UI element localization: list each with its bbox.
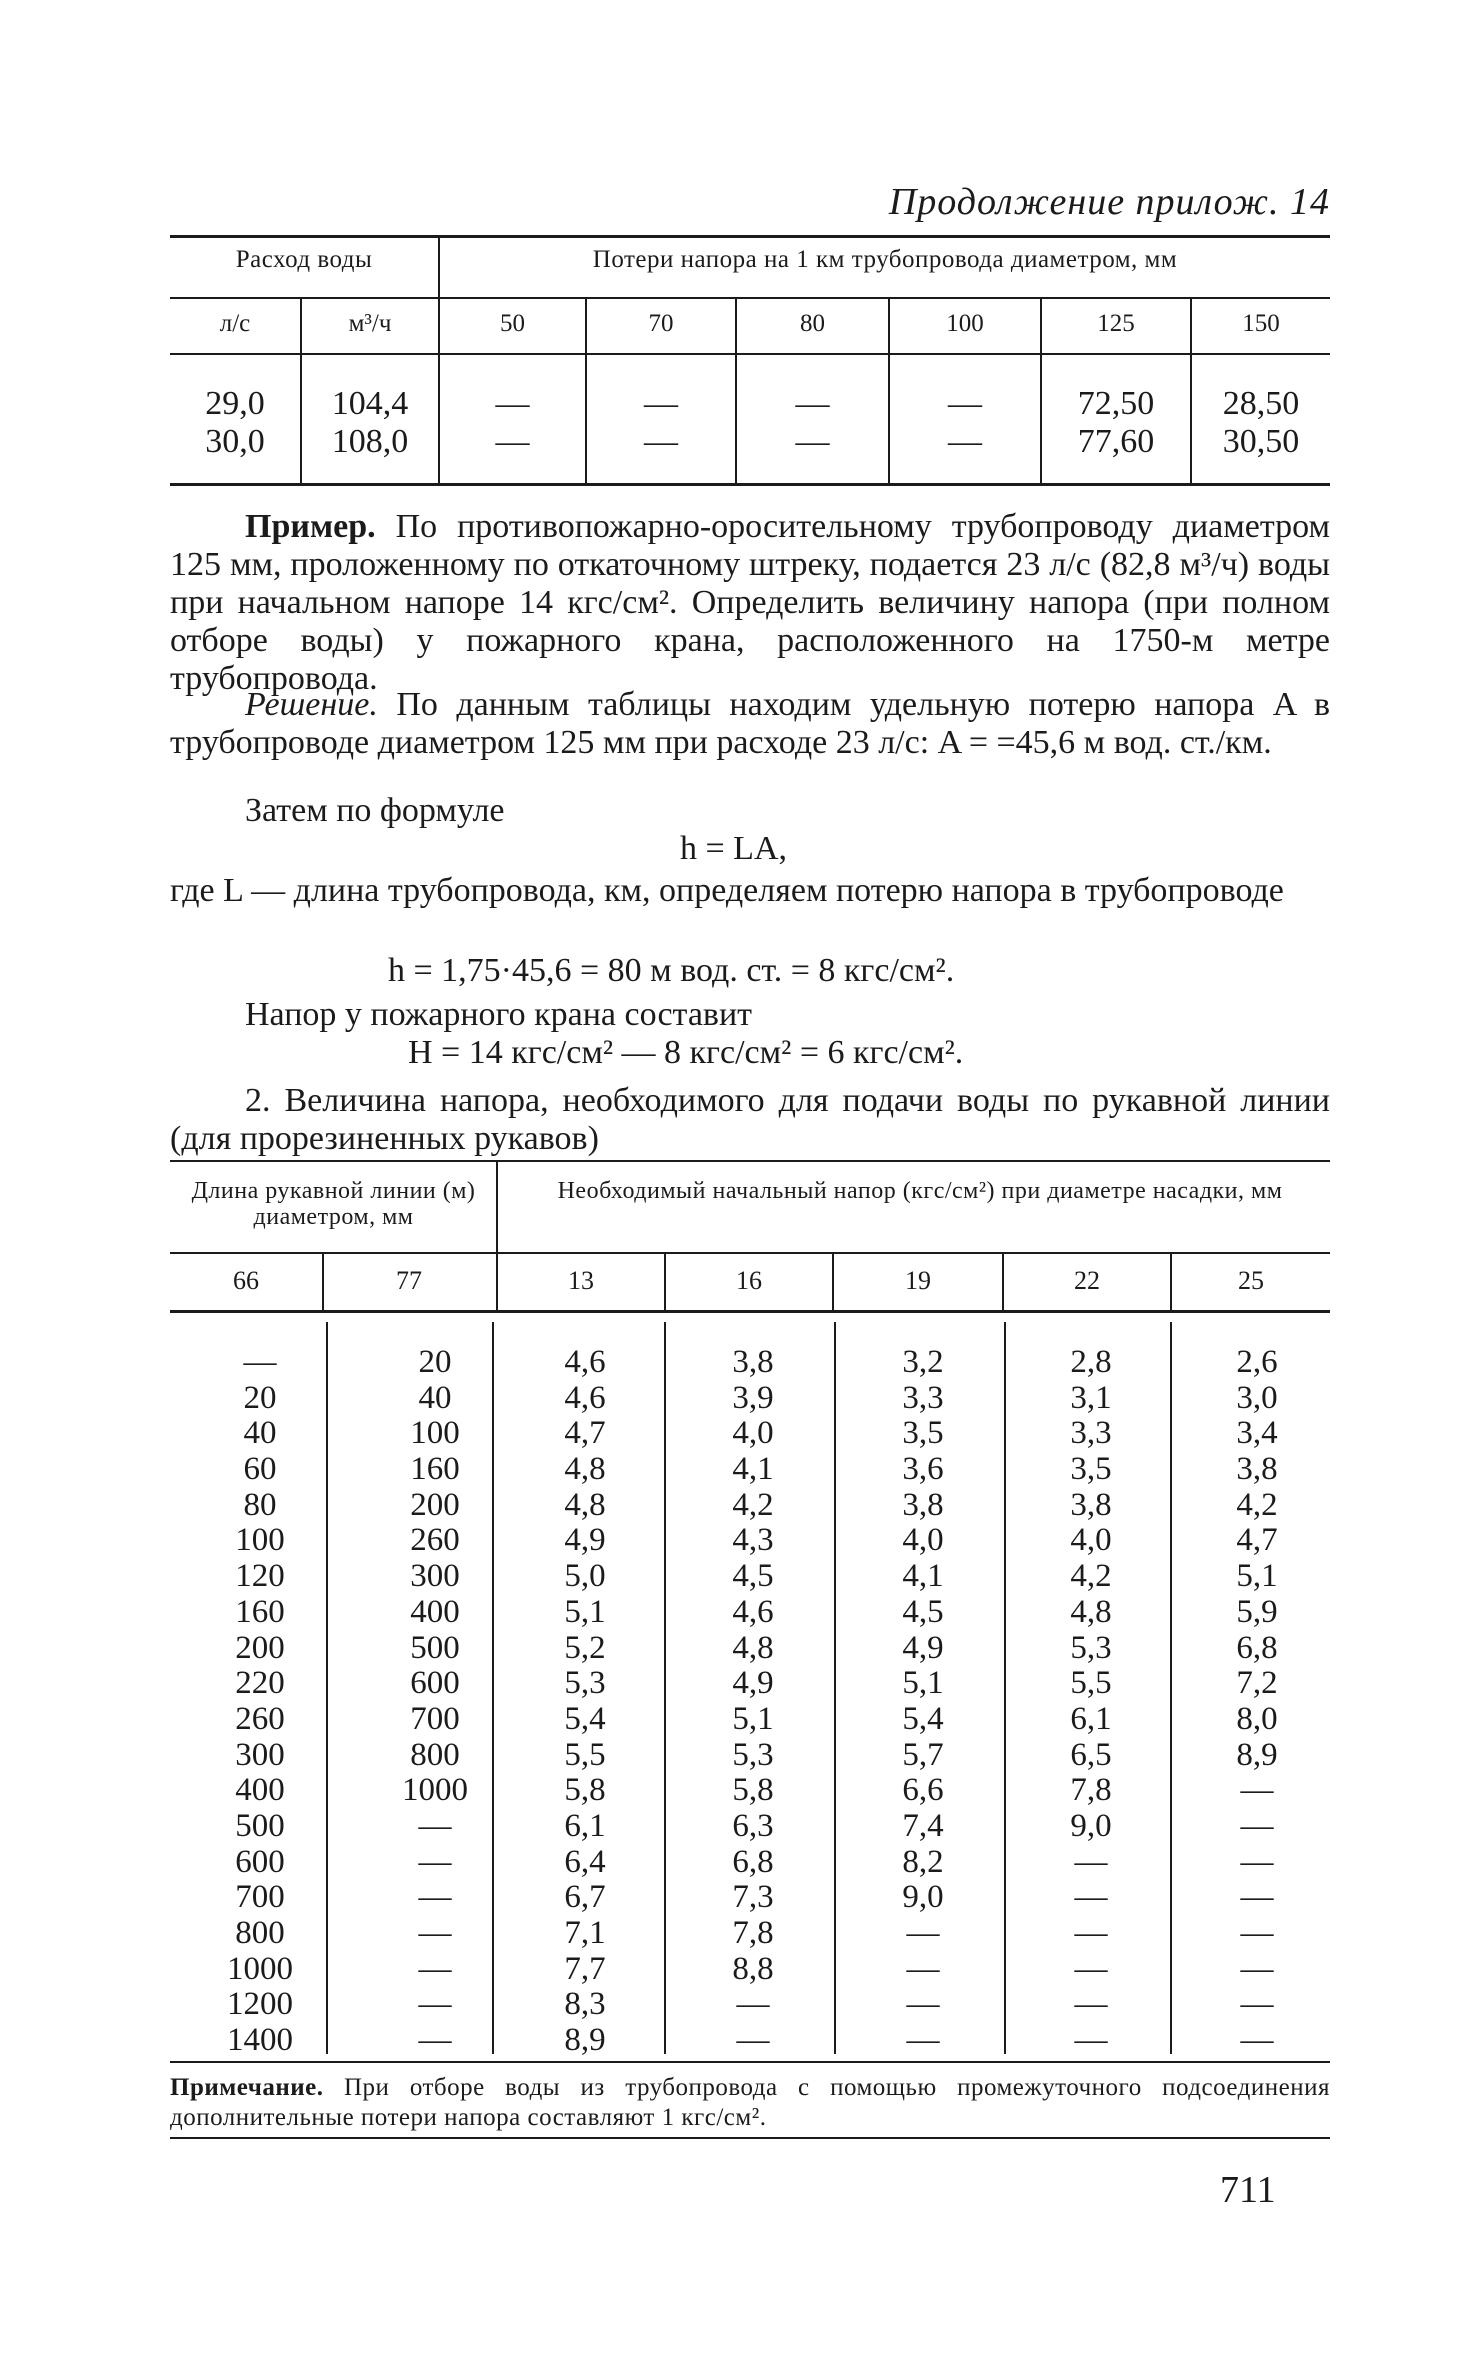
formula-2: h = 1,75·45,6 = 80 м вод. ст. = 8 кгс/см². bbox=[388, 952, 955, 989]
table-2-cell: 5,5 bbox=[1070, 1665, 1112, 1702]
note-text: При отборе воды из трубопровода с помощью промежуточного подсоединения дополнительные потери напора составляют 1 кгс/см². bbox=[170, 2074, 1331, 2131]
table-2-cell: 200 bbox=[235, 1629, 285, 1666]
table-2-column-25 bbox=[1222, 1345, 1292, 2059]
table-2-cell: — bbox=[243, 1344, 277, 1380]
table-2-cell: 4,6 bbox=[732, 1593, 774, 1630]
table-2-cell: 220 bbox=[235, 1665, 285, 1702]
table-2-cell: 5,1 bbox=[902, 1665, 944, 1702]
where-paragraph: где L — длина трубопровода, км, определяем потерю напора в трубопроводе bbox=[170, 872, 1284, 909]
then-formula-text: Затем по формуле bbox=[245, 792, 505, 829]
table-2-cell: 700 bbox=[235, 1879, 285, 1916]
table-1-subheader: л/с bbox=[219, 310, 251, 337]
table-2-cell: 3,6 bbox=[902, 1451, 944, 1488]
table-2-cell: 3,0 bbox=[1236, 1379, 1278, 1416]
table-1-subheader: 150 bbox=[1242, 310, 1280, 337]
table-1-head-rule bbox=[170, 297, 1330, 299]
table-1-bottom-rule bbox=[170, 483, 1330, 486]
table-2-cell: 260 bbox=[235, 1700, 285, 1737]
table-2-cell: — bbox=[418, 1807, 452, 1844]
table-2-cell: 6,1 bbox=[564, 1807, 606, 1844]
table-2-cell: 4,2 bbox=[1236, 1486, 1278, 1523]
table-2-cell: — bbox=[1240, 1772, 1274, 1809]
table-1-subheader: 70 bbox=[648, 310, 674, 337]
table-2-cell: 6,1 bbox=[1070, 1700, 1112, 1737]
table-2-cell: 40 bbox=[418, 1379, 452, 1416]
table-2-sub-rule bbox=[170, 1310, 1330, 1313]
table-2-subheader: 13 bbox=[568, 1266, 594, 1295]
table-2-cell: 4,7 bbox=[564, 1415, 606, 1452]
table-2-cell: 8,0 bbox=[1236, 1700, 1278, 1737]
table-2-cell: 5,1 bbox=[732, 1700, 774, 1737]
table-2-cell: 5,4 bbox=[902, 1700, 944, 1737]
table-1-header-loss: Потери напора на 1 км трубопровода диаметром, мм bbox=[592, 246, 1178, 273]
table-1-sub-rule bbox=[170, 353, 1330, 355]
table-2-divider bbox=[1004, 1322, 1006, 2054]
table-2-cell: 20 bbox=[243, 1379, 277, 1416]
table-2-cell: 700 bbox=[410, 1700, 460, 1737]
table-1-cell: — bbox=[948, 423, 982, 460]
table-2-cell: — bbox=[418, 1879, 452, 1916]
note-label: Примечание. bbox=[170, 2074, 324, 2101]
table-2-cell: 4,0 bbox=[1070, 1522, 1112, 1559]
table-2-cell: — bbox=[1074, 2022, 1108, 2059]
table-2-divider bbox=[326, 1322, 328, 2054]
table-2-cell: 3,8 bbox=[732, 1344, 774, 1380]
table-1-subheader: 125 bbox=[1097, 310, 1135, 337]
table-2-cell: 60 bbox=[243, 1451, 277, 1488]
table-2-cell: 4,5 bbox=[902, 1593, 944, 1630]
table-2-cell: 5,8 bbox=[732, 1772, 774, 1809]
table-2-cell: 1000 bbox=[227, 1950, 293, 1987]
table-2-cell: 4,7 bbox=[1236, 1522, 1278, 1559]
table-2-cell: 9,0 bbox=[902, 1879, 944, 1916]
table-2-bottom-rule bbox=[170, 2061, 1330, 2063]
table-2-cell: — bbox=[1240, 1807, 1274, 1844]
table-2-subheader: 77 bbox=[396, 1266, 422, 1295]
table-2-cell: 260 bbox=[410, 1522, 460, 1559]
table-2-cell: — bbox=[1074, 1879, 1108, 1916]
table-2-subheader: 66 bbox=[233, 1266, 259, 1295]
table-2-cell: 200 bbox=[410, 1486, 460, 1523]
table-2-cell: 3,3 bbox=[902, 1379, 944, 1416]
table-2-cell: 8,8 bbox=[732, 1950, 774, 1987]
table-2-cell: — bbox=[418, 1986, 452, 2023]
table-2-cell: 800 bbox=[410, 1736, 460, 1773]
solution-label: Решение. bbox=[245, 686, 378, 723]
table-2-cell: — bbox=[1074, 1843, 1108, 1880]
table-2-cell: 3,8 bbox=[1070, 1486, 1112, 1523]
table-2-cell: 5,1 bbox=[1236, 1558, 1278, 1595]
table-1-subheader: м³/ч bbox=[348, 310, 392, 337]
table-1-cell: — bbox=[948, 385, 982, 422]
table-1-cell: 28,50 bbox=[1222, 385, 1300, 422]
table-2-cell: 4,6 bbox=[564, 1344, 606, 1380]
table-2-cell: 4,1 bbox=[732, 1451, 774, 1488]
table-2-cell: 4,8 bbox=[1070, 1593, 1112, 1630]
table-2-cell: 2,6 bbox=[1236, 1344, 1278, 1380]
table-2-subheader: 16 bbox=[736, 1266, 762, 1295]
table-2-cell: 4,9 bbox=[564, 1522, 606, 1559]
table-2-cell: — bbox=[418, 1915, 452, 1951]
table-2-cell: 5,3 bbox=[1070, 1629, 1112, 1666]
table-2-cell: 4,9 bbox=[902, 1629, 944, 1666]
table-2-column-66 bbox=[215, 1345, 305, 2059]
table-2-divider bbox=[492, 1322, 494, 2054]
formula-1: h = LA, bbox=[680, 830, 787, 867]
table-1-cell: — bbox=[644, 423, 678, 460]
table-2-cell: 300 bbox=[410, 1558, 460, 1595]
table-2-cell: 7,8 bbox=[1070, 1772, 1112, 1809]
table-2-header-pressure: Необходимый начальный напор (кгс/см²) при диаметре насадки, мм bbox=[557, 1178, 1283, 1204]
table-2-cell: — bbox=[736, 1986, 770, 2023]
table-2-cell: 5,7 bbox=[902, 1736, 944, 1773]
table-2-cell: 5,4 bbox=[564, 1700, 606, 1737]
table-2-cell: 4,8 bbox=[732, 1629, 774, 1666]
table-2-cell: 600 bbox=[410, 1665, 460, 1702]
table-2-cell: 6,4 bbox=[564, 1843, 606, 1880]
table-2-cell: 5,1 bbox=[564, 1593, 606, 1630]
table-2-cell: — bbox=[418, 1950, 452, 1987]
table-2-cell: 4,6 bbox=[564, 1379, 606, 1416]
table-1-cell: 30,0 bbox=[205, 423, 265, 460]
table-2-cell: 6,6 bbox=[902, 1772, 944, 1809]
table-2-cell: 100 bbox=[235, 1522, 285, 1559]
table-2-cell: 120 bbox=[235, 1558, 285, 1595]
table-2-cell: 3,2 bbox=[902, 1344, 944, 1380]
table-2-cell: 2,8 bbox=[1070, 1344, 1112, 1380]
table-2-cell: 6,5 bbox=[1070, 1736, 1112, 1773]
table-2-subheader: 19 bbox=[905, 1266, 931, 1295]
table-2-cell: 7,2 bbox=[1236, 1665, 1278, 1702]
table-2-cell: — bbox=[418, 1843, 452, 1880]
table-1-cell: — bbox=[795, 423, 830, 460]
table-1-cell: — bbox=[795, 385, 830, 422]
table-2-cell: 7,7 bbox=[564, 1950, 606, 1987]
table-2-cell: — bbox=[1240, 1986, 1274, 2023]
table-2-cell: 7,3 bbox=[732, 1879, 774, 1916]
table-2-cell: 1000 bbox=[402, 1772, 468, 1809]
table-2-cell: 160 bbox=[410, 1451, 460, 1488]
table-note bbox=[170, 2073, 1330, 2133]
table-2-cell: 3,1 bbox=[1070, 1379, 1112, 1416]
table-1-cell: — bbox=[495, 423, 530, 460]
table-2-header-length: Длина рукавной линии (м) диаметром, мм bbox=[191, 1178, 476, 1230]
table-2-cell: 4,5 bbox=[732, 1558, 774, 1595]
table-2-cell: 6,8 bbox=[732, 1843, 774, 1880]
table-2-cell: 4,9 bbox=[732, 1665, 774, 1702]
table-2-cell: 80 bbox=[243, 1486, 277, 1523]
table-2-cell: 6,7 bbox=[564, 1879, 606, 1916]
table-2-column-16 bbox=[718, 1345, 788, 2059]
table-1-header-flow: Расход воды bbox=[235, 246, 373, 273]
table-2-cell: 400 bbox=[410, 1593, 460, 1630]
solution-paragraph bbox=[170, 686, 1330, 762]
table-2-cell: 3,5 bbox=[902, 1415, 944, 1452]
table-2-cell: 4,8 bbox=[564, 1451, 606, 1488]
table-2-cell: — bbox=[1240, 1915, 1274, 1951]
table-2-cell: 8,9 bbox=[564, 2022, 606, 2059]
table-2-cell: 5,5 bbox=[564, 1736, 606, 1773]
pressure-text: Напор у пожарного крана составит bbox=[245, 996, 753, 1033]
table-2-cell: 4,8 bbox=[564, 1486, 606, 1523]
table-2-cell: 500 bbox=[235, 1807, 285, 1844]
table-2-subheader: 25 bbox=[1238, 1266, 1264, 1295]
example-text: По противопожарно-оросительному трубопроводу диаметром 125 мм, проложенному по откаточному штреку, подается 23 л/с (82,8 м³/ч) воды при начальном напоре 14 кгс/см². Определить величину напора (при полном отборе воды) у пожарного крана, расположенного на 1750-м метре трубопровода. bbox=[170, 508, 1330, 697]
table-2-cell: 8,3 bbox=[564, 1986, 606, 2023]
table-2-cell: — bbox=[1074, 1986, 1108, 2023]
table-2-cell: — bbox=[1240, 1950, 1274, 1987]
table-2-cell: 3,9 bbox=[732, 1379, 774, 1416]
table-2-cell: 500 bbox=[410, 1629, 460, 1666]
table-2-cell: 7,1 bbox=[564, 1915, 606, 1951]
table-2-cell: 40 bbox=[243, 1415, 277, 1452]
table-2-cell: 3,4 bbox=[1236, 1415, 1278, 1452]
table-1-cell: 30,50 bbox=[1222, 423, 1300, 460]
solution-text: По данным таблицы находим удельную потерю напора A в трубопроводе диаметром 125 мм при расходе 23 л/с: A = =45,6 м вод. ст./км. bbox=[170, 686, 1330, 761]
table-2-cell: — bbox=[1240, 2022, 1274, 2059]
table-2-subheader: 22 bbox=[1074, 1266, 1100, 1295]
table-1-subheader: 50 bbox=[500, 310, 525, 337]
table-2-cell: — bbox=[1074, 1950, 1108, 1987]
table-2-column-77 bbox=[395, 1345, 475, 2059]
table-2-column-22 bbox=[1056, 1345, 1126, 2059]
table-2-divider bbox=[664, 1322, 666, 2054]
table-2-cell: 4,2 bbox=[732, 1486, 774, 1523]
table-1-subheader: 80 bbox=[800, 310, 825, 337]
table-2-cell: 4,3 bbox=[732, 1522, 774, 1559]
table-2-cell: 4,0 bbox=[732, 1415, 774, 1452]
table-2-cell: 5,9 bbox=[1236, 1593, 1278, 1630]
table-2-cell: 4,0 bbox=[902, 1522, 944, 1559]
table-2-cell: — bbox=[1240, 1843, 1274, 1880]
table-1-subheader: 100 bbox=[946, 310, 984, 337]
table-2-cell: — bbox=[906, 1986, 940, 2023]
table-2-cell: 8,9 bbox=[1236, 1736, 1278, 1773]
table-2-cell: — bbox=[736, 2022, 770, 2059]
table-2-cell: 100 bbox=[410, 1415, 460, 1452]
example-paragraph bbox=[170, 508, 1330, 698]
table-2-cell: 1200 bbox=[227, 1986, 293, 2023]
table-1-cell: — bbox=[495, 385, 530, 422]
table-2-cell: 6,8 bbox=[1236, 1629, 1278, 1666]
table-1-cell: — bbox=[644, 385, 678, 422]
table-2-cell: 6,3 bbox=[732, 1807, 774, 1844]
table-2-cell: 3,5 bbox=[1070, 1451, 1112, 1488]
table-2-cell: 8,2 bbox=[902, 1843, 944, 1880]
table-2-cell: 5,3 bbox=[564, 1665, 606, 1702]
footer-rule bbox=[170, 2137, 1330, 2139]
table-2-cell: 400 bbox=[235, 1772, 285, 1809]
table-2-cell: 300 bbox=[235, 1736, 285, 1773]
example-label: Пример. bbox=[245, 508, 376, 545]
table-2-divider bbox=[834, 1322, 836, 2054]
table-1-top-rule bbox=[170, 235, 1330, 238]
table-2-cell: 20 bbox=[418, 1344, 452, 1380]
table-2-cell: 800 bbox=[235, 1915, 285, 1951]
table-1-cell: 72,50 bbox=[1077, 385, 1155, 422]
table-2-cell: — bbox=[906, 2022, 940, 2059]
table-2-column-13 bbox=[550, 1345, 620, 2059]
table-2-cell: 5,8 bbox=[564, 1772, 606, 1809]
table-2-divider bbox=[1170, 1322, 1172, 2054]
table-2-cell: 600 bbox=[235, 1843, 285, 1880]
table-2-cell: — bbox=[906, 1915, 940, 1951]
table-2-cell: 7,8 bbox=[732, 1915, 774, 1951]
table-2-top-rule bbox=[170, 1160, 1330, 1162]
table-2-cell: 160 bbox=[235, 1593, 285, 1630]
table-1-cell: 77,60 bbox=[1077, 423, 1155, 460]
table-2-cell: 5,3 bbox=[732, 1736, 774, 1773]
table-2-cell: 4,1 bbox=[902, 1558, 944, 1595]
page-number: 711 bbox=[1220, 2169, 1276, 2211]
table-1-cell: 108,0 bbox=[331, 423, 409, 460]
formula-3: H = 14 кгс/см² — 8 кгс/см² = 6 кгс/см². bbox=[408, 1034, 964, 1071]
running-header: Продолжение прилож. 14 bbox=[888, 181, 1330, 223]
table-2-cell: 3,8 bbox=[1236, 1451, 1278, 1488]
table-2-cell: 5,0 bbox=[564, 1558, 606, 1595]
table-2-cell: 3,8 bbox=[902, 1486, 944, 1523]
table-2-cell: 7,4 bbox=[902, 1807, 944, 1844]
table-1-cell: 104,4 bbox=[331, 385, 409, 422]
table-2-column-19 bbox=[888, 1345, 958, 2059]
table-2-head-rule bbox=[170, 1252, 1330, 1254]
table-2-cell: 3,3 bbox=[1070, 1415, 1112, 1452]
table-2-cell: — bbox=[418, 2022, 452, 2059]
table-2-cell: — bbox=[1240, 1879, 1274, 1916]
table-1-cell: 29,0 bbox=[205, 385, 265, 422]
table-2-cell: 9,0 bbox=[1070, 1807, 1112, 1844]
table-2-cell: 5,2 bbox=[564, 1629, 606, 1666]
table-2-cell: — bbox=[906, 1950, 940, 1987]
section-2-heading: 2. Величина напора, необходимого для подачи воды по рукавной линии (для прорезиненных рукавов) bbox=[170, 1082, 1330, 1157]
table-2-cell: 1400 bbox=[227, 2022, 293, 2059]
table-2-cell: 4,2 bbox=[1070, 1558, 1112, 1595]
table-2-cell: — bbox=[1074, 1915, 1108, 1951]
